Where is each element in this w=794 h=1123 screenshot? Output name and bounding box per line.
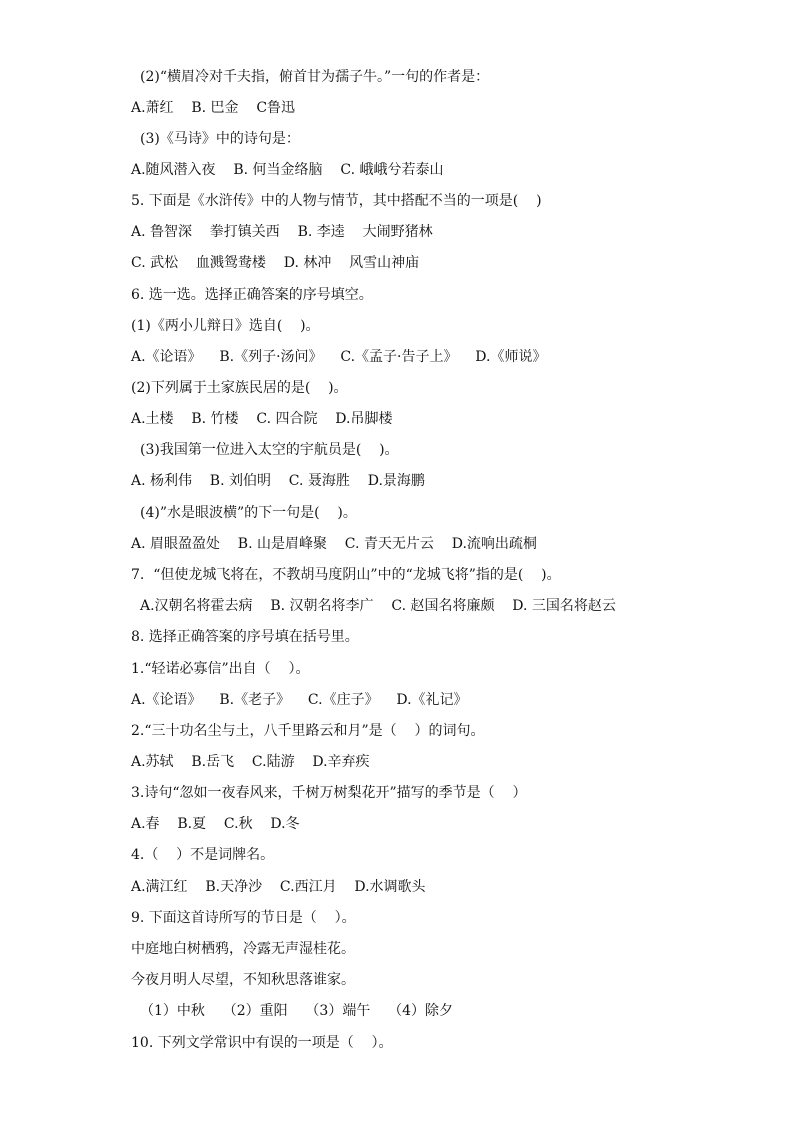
question-8-3-options: A.春 B.夏 C.秋 D.冬 bbox=[131, 816, 300, 832]
question-6-4-options: A. 眉眼盈盈处 B. 山是眉峰聚 C. 青天无片云 D.流响出疏桐 bbox=[131, 536, 537, 552]
question-8-2-options: A.苏轼 B.岳飞 C.陆游 D.辛弃疾 bbox=[131, 754, 370, 770]
question-9-prompt: 9. 下面这首诗所写的节日是（ ）。 bbox=[131, 910, 356, 926]
question-8-4-prompt: 4.（ ）不是词牌名。 bbox=[131, 847, 275, 863]
question-5-prompt: 5. 下面是《水浒传》中的人物与情节，其中搭配不当的一项是( ) bbox=[131, 193, 542, 209]
question-6-4-prompt: (4)”水是眼波横”的下一句是( )。 bbox=[140, 505, 357, 521]
question-10-prompt: 10. 下列文学常识中有误的一项是（ ）。 bbox=[131, 1035, 393, 1051]
poem-line-2: 今夜月明人尽望，不知秋思落谁家。 bbox=[131, 972, 355, 988]
question-6-heading: 6. 选一选。选择正确答案的序号填空。 bbox=[131, 287, 373, 303]
question-5-options-cd: C. 武松 血溅鸳鸯楼 D. 林冲 风雪山神庙 bbox=[131, 255, 420, 271]
question-6-3-options: A. 杨利伟 B. 刘伯明 C. 聂海胜 D.景海鹏 bbox=[131, 473, 425, 489]
question-6-2-options: A.土楼 B. 竹楼 C. 四合院 D.吊脚楼 bbox=[131, 411, 393, 427]
question-8-2-prompt: 2.“三十功名尘与土，八千里路云和月”是（ ）的词句。 bbox=[131, 723, 485, 739]
question-6-1-prompt: (1)《两小儿辩日》选自( )。 bbox=[131, 318, 320, 334]
question-9-options: （1）中秋 （2）重阳 （3）端午 （4）除夕 bbox=[140, 1003, 454, 1019]
question-3-options: A.随风潜入夜 B. 何当金络脑 C. 峨峨兮若泰山 bbox=[131, 162, 444, 178]
question-8-4-options: A.满江红 B.天净沙 C.西江月 D.水调歌头 bbox=[131, 879, 426, 895]
question-8-heading: 8. 选择正确答案的序号填在括号里。 bbox=[131, 629, 359, 645]
question-8-3-prompt: 3.诗句“忽如一夜春风来，千树万树梨花开”描写的季节是（ ） bbox=[131, 785, 527, 801]
question-5-options-ab: A. 鲁智深 拳打镇关西 B. 李逵 大闹野猪林 bbox=[131, 224, 433, 240]
question-8-1-prompt: 1.“轻诺必寡信”出自（ ）。 bbox=[131, 661, 310, 677]
question-6-3-prompt: (3)我国第一位进入太空的宇航员是( )。 bbox=[140, 442, 399, 458]
question-6-2-prompt: (2)下列属于土家族民居的是( )。 bbox=[131, 380, 348, 396]
question-6-1-options: A.《论语》 B.《列子·汤问》 C.《孟子·告子上》 D.《师说》 bbox=[131, 349, 547, 365]
poem-line-1: 中庭地白树栖鸦，冷露无声湿桂花。 bbox=[131, 941, 355, 957]
question-2-prompt: (2)“横眉冷对千夫指，俯首甘为孺子牛。”一句的作者是： bbox=[140, 69, 490, 85]
question-3-prompt: (3)《马诗》中的诗句是： bbox=[140, 131, 300, 147]
question-8-1-options: A.《论语》 B.《老子》 C.《庄子》 D.《礼记》 bbox=[131, 692, 468, 708]
question-2-options: A.萧红 B. 巴金 C鲁迅 bbox=[131, 100, 296, 116]
question-7-prompt: 7. “但使龙城飞将在，不教胡马度阴山”中的“龙城飞将”指的是( )。 bbox=[131, 567, 561, 583]
question-7-options: A.汉朝名将霍去病 B. 汉朝名将李广 C. 赵国名将廉颇 D. 三国名将赵云 bbox=[140, 598, 616, 614]
